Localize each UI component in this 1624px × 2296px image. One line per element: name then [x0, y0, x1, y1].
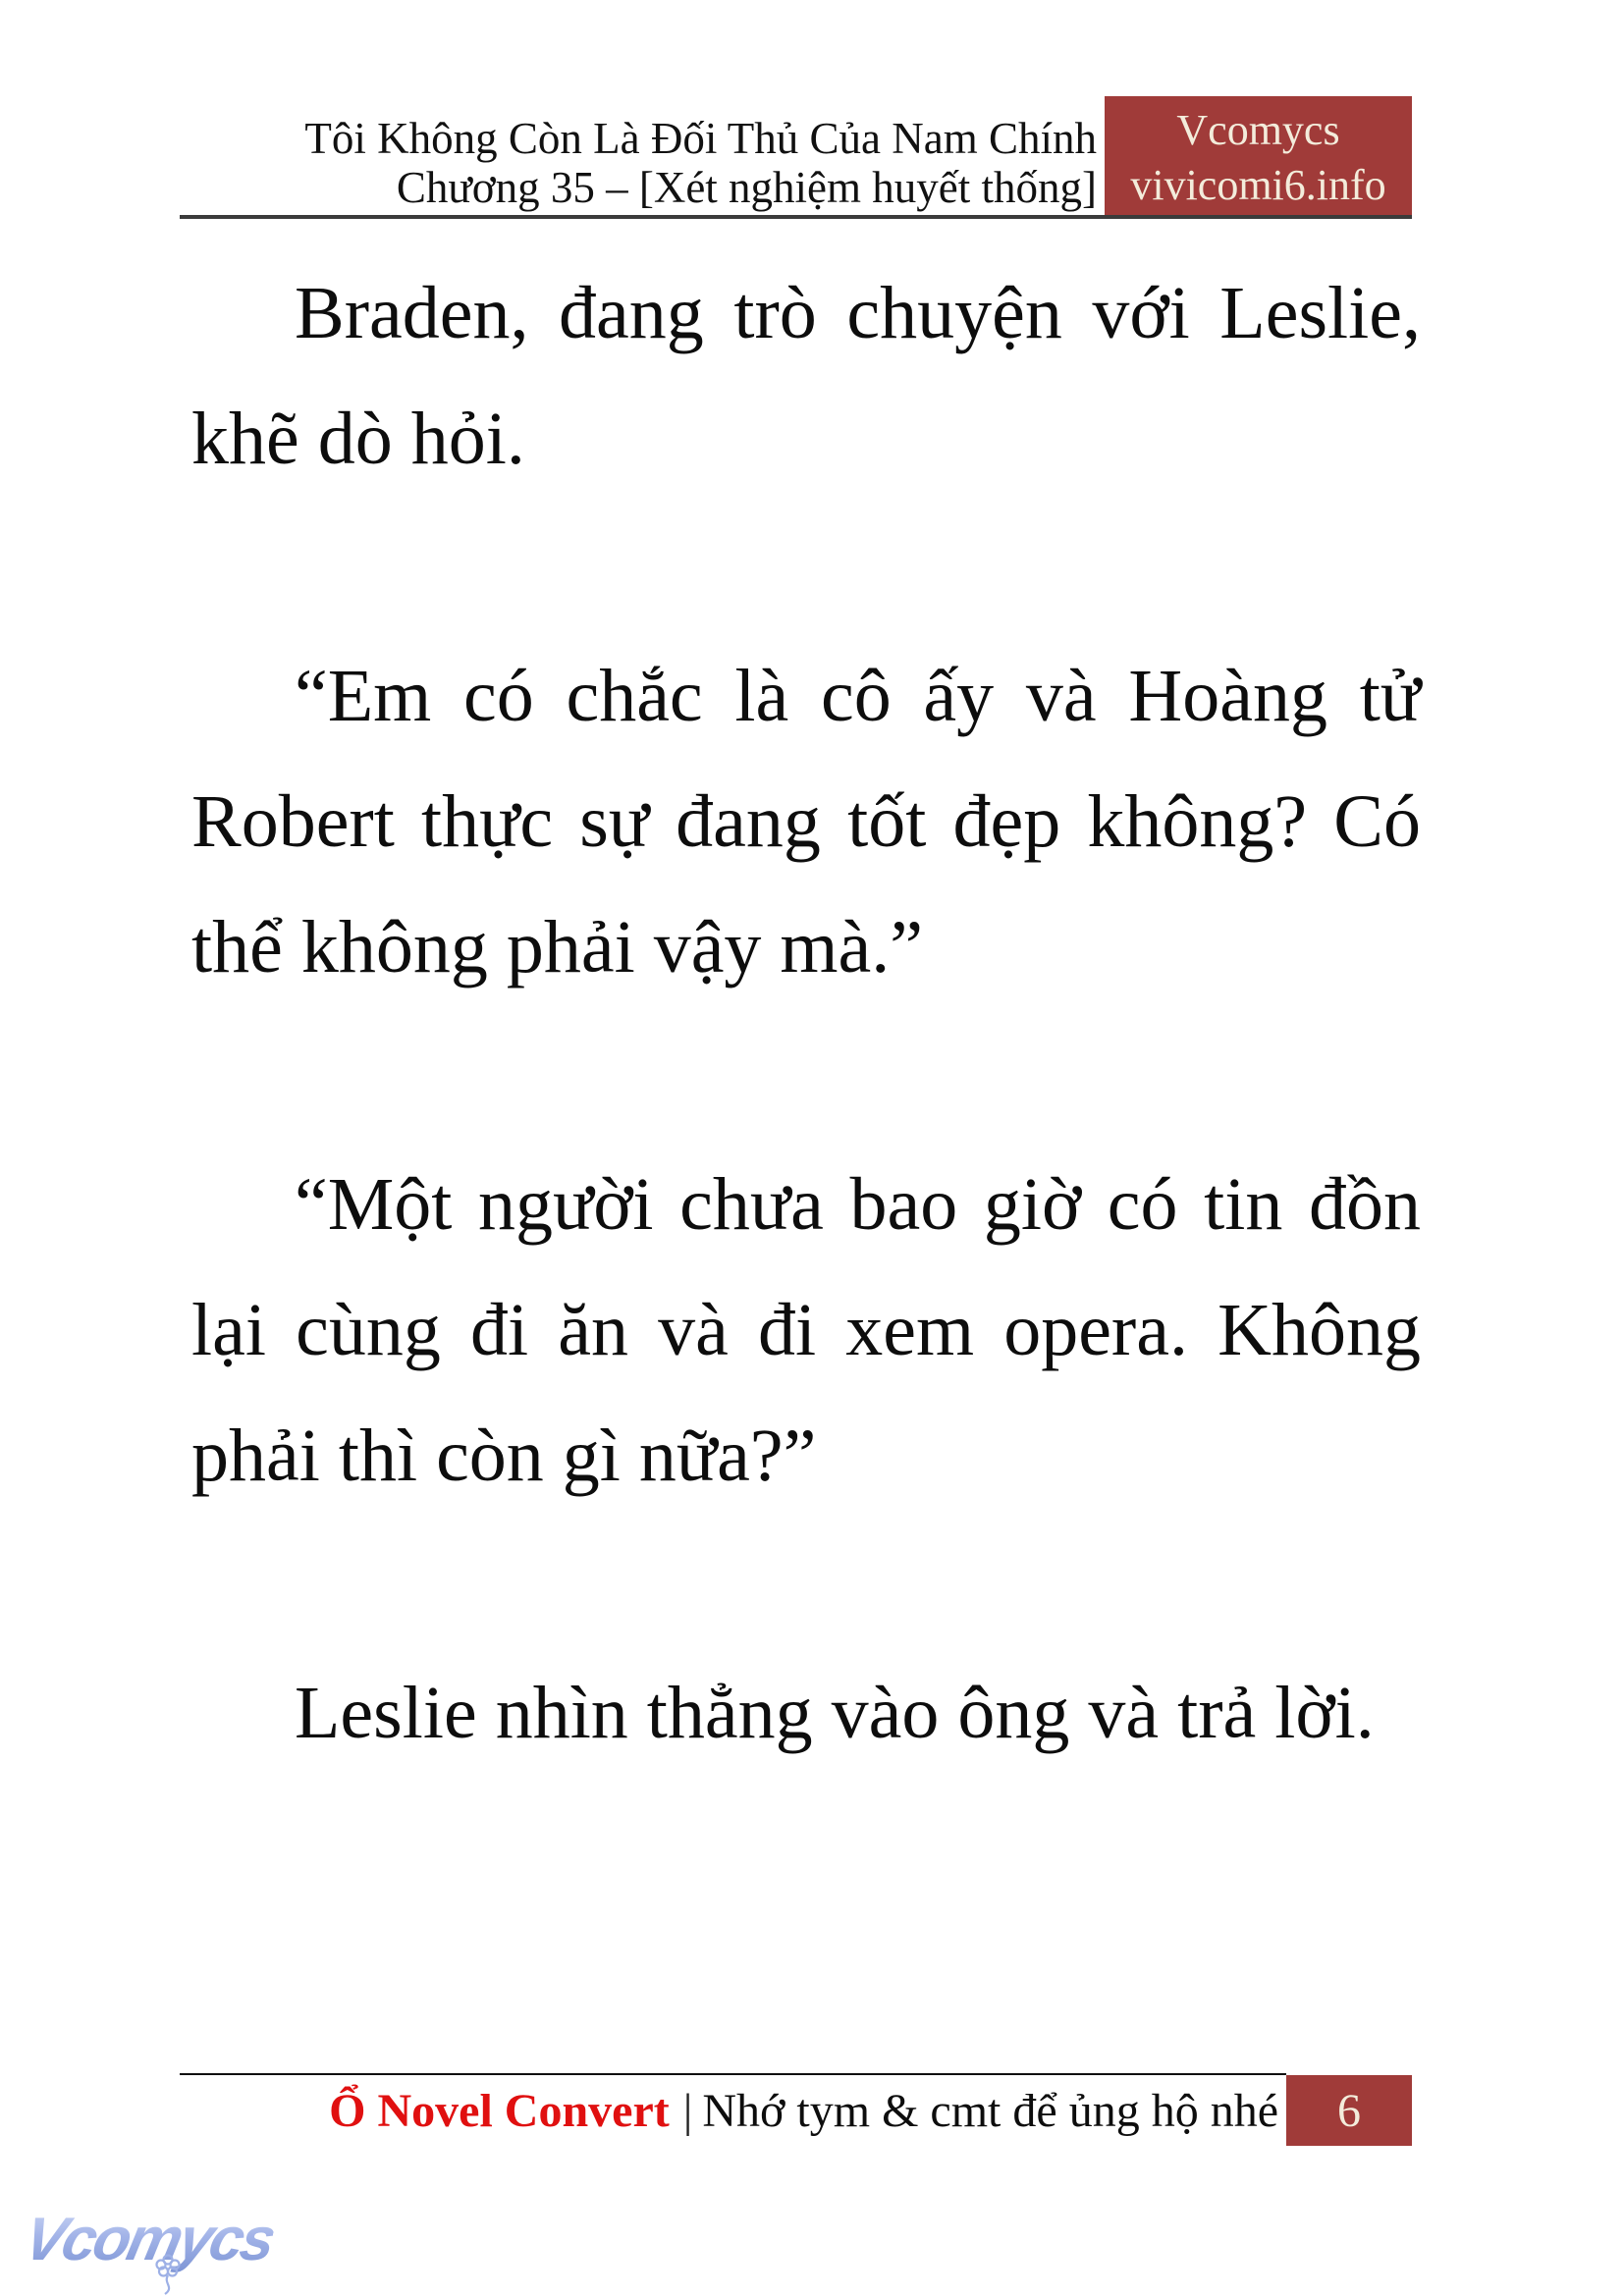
paragraph: “Em có chắc là cô ấy và Hoàng tử Robert thực sự đang tốt đẹp không? Có thể không phải vậy mà.”	[191, 655, 1421, 988]
brand-site-url: vivicomi6.info	[1130, 160, 1386, 209]
page-number-badge	[1286, 2075, 1412, 2146]
brand-name: Vcomycs	[1176, 105, 1340, 154]
vcomycs-watermark	[18, 2205, 281, 2295]
chapter-header	[180, 114, 1105, 212]
header-divider	[180, 215, 1412, 219]
brand-box	[1105, 96, 1412, 219]
paragraph: Braden, đang trò chuyện với Leslie, khẽ dò hỏi.	[191, 272, 1421, 480]
chapter-subtitle: Chương 35 – [Xét nghiệm huyết thống]	[396, 163, 1097, 212]
flower-icon	[151, 2252, 185, 2295]
novel-title: Tôi Không Còn Là Đối Thủ Của Nam Chính	[304, 114, 1097, 163]
footer-credit	[180, 2083, 1286, 2140]
watermark-text: Vcomycs	[18, 2206, 280, 2273]
footer-separator: |	[682, 2085, 693, 2137]
footer-note: Nhớ tym & cmt để ủng hộ nhé	[702, 2085, 1278, 2137]
chapter-body	[191, 250, 1421, 1907]
footer-divider	[180, 2073, 1286, 2075]
footer-brand-name: Ổ Novel Convert	[329, 2085, 670, 2137]
paragraph: “Một người chưa bao giờ có tin đồn lại cùng đi ăn và đi xem opera. Không phải thì còn gì nữa?”	[191, 1163, 1421, 1497]
page-number: 6	[1337, 2084, 1361, 2137]
paragraph: Leslie nhìn thẳng vào ông và trả lời.	[295, 1672, 1375, 1754]
